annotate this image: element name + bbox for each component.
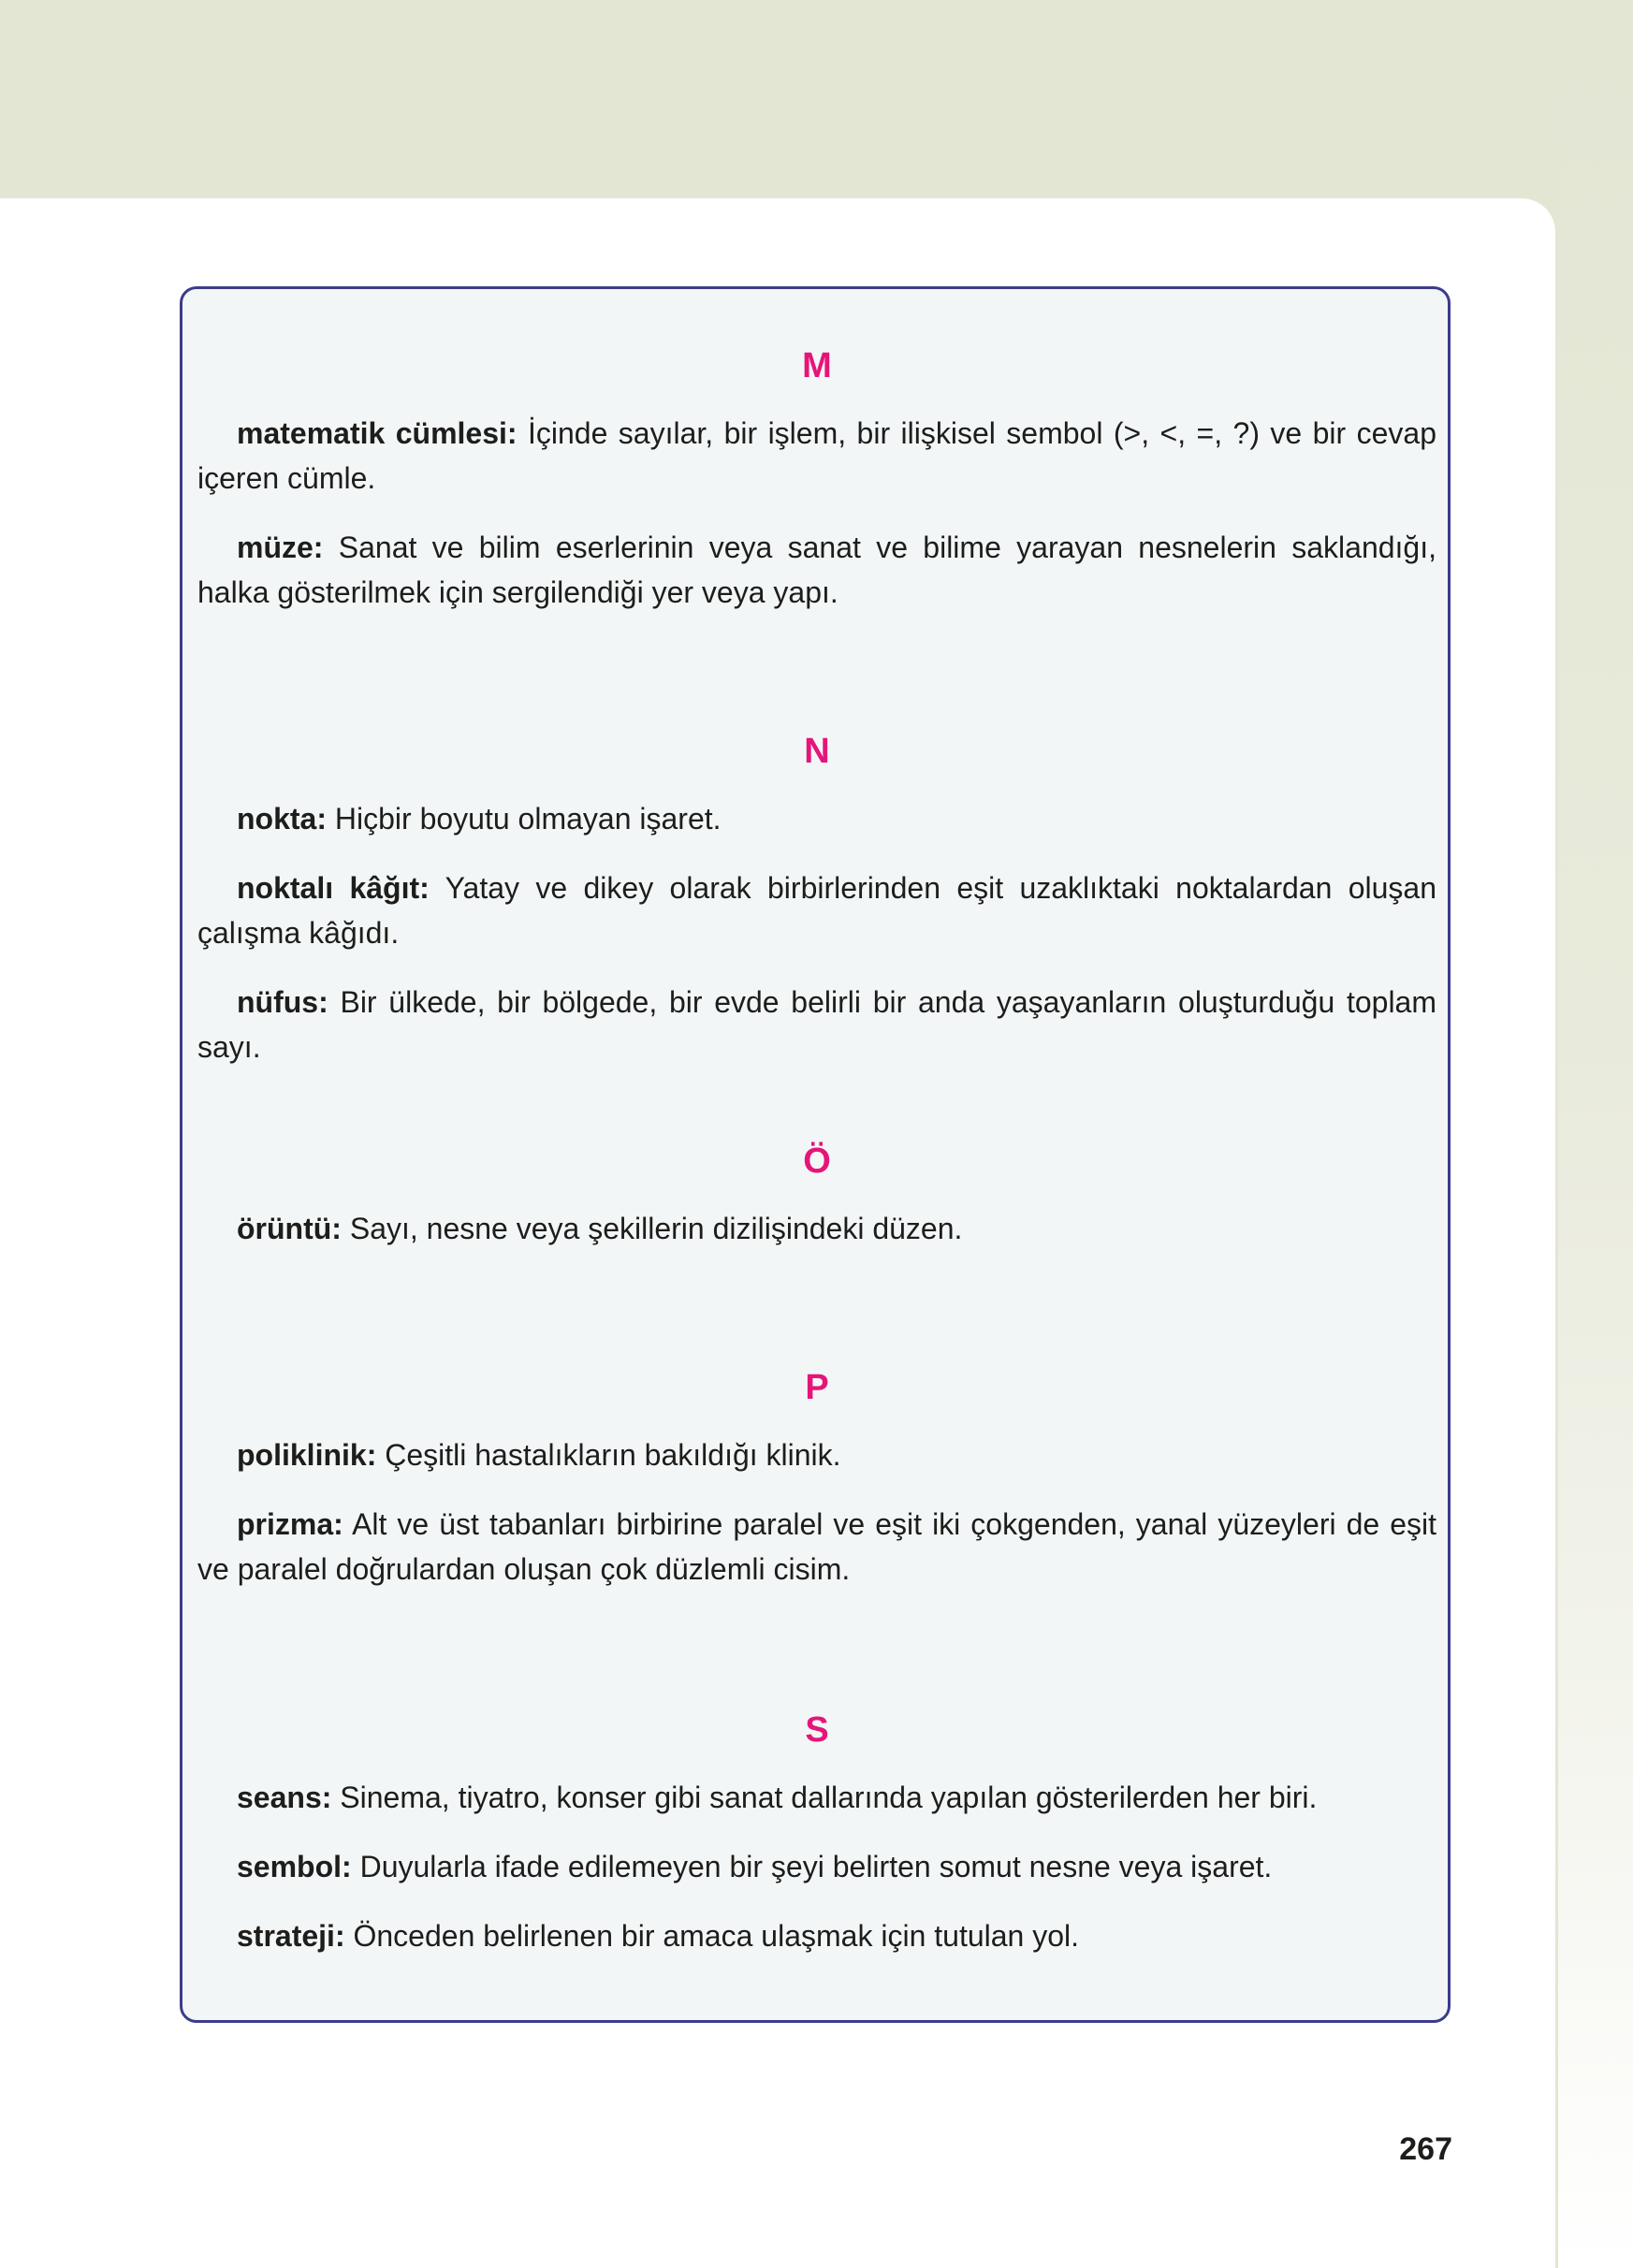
right-background-band	[1558, 0, 1633, 2268]
glossary-section-m	[197, 345, 1436, 639]
section-letter: N	[804, 732, 830, 771]
entry-term: matematik cümlesi:	[237, 416, 518, 450]
entry-definition: Önceden belirlenen bir amaca ulaşmak için tutulan yol.	[353, 1919, 1080, 1953]
glossary-section-n	[197, 731, 1436, 1094]
entry-definition: Duyularla ifade edilemeyen bir şeyi belirten somut nesne veya işaret.	[359, 1850, 1273, 1883]
entry-definition: Hiçbir boyutu olmayan işaret.	[334, 802, 722, 836]
entry-definition: Sanat ve bilim eserlerinin veya sanat ve bilime yarayan nesnelerin saklandığı, halka gösterilmek için sergilendiği yer veya yapı.	[197, 531, 1437, 609]
glossary-entry	[197, 1775, 1436, 1820]
section-letter: S	[805, 1710, 829, 1750]
page-number: 267	[1399, 2131, 1452, 2167]
glossary-entry	[197, 525, 1436, 615]
entry-term: nüfus:	[237, 985, 328, 1019]
glossary-entry	[197, 1432, 1436, 1477]
glossary-entry	[197, 1913, 1436, 1958]
glossary-entry	[197, 1844, 1436, 1889]
entry-definition: İçinde sayılar, bir işlem, bir ilişkisel sembol (>, <, =, ?) ve bir cevap içeren cümle.	[197, 416, 1436, 495]
glossary-entry	[197, 865, 1436, 955]
entry-definition: Bir ülkede, bir bölgede, bir evde belirli bir anda yaşayanların oluşturduğu toplam sayı.	[197, 985, 1437, 1064]
glossary-entry	[197, 796, 1436, 841]
section-letter: P	[805, 1368, 829, 1407]
entry-term: seans:	[237, 1781, 332, 1814]
section-letter: M	[802, 346, 832, 385]
glossary-entry	[197, 1502, 1436, 1592]
glossary-entry	[197, 980, 1436, 1069]
glossary-section-o-umlaut	[197, 1141, 1436, 1275]
entry-definition: Çeşitli hastalıkların bakıldığı klinik.	[385, 1438, 841, 1472]
glossary-section-p	[197, 1367, 1436, 1616]
glossary-section-s	[197, 1709, 1436, 1983]
entry-term: müze:	[237, 531, 324, 564]
entry-term: prizma:	[237, 1507, 343, 1541]
entry-term: noktalı kâğıt:	[237, 871, 430, 905]
entry-term: sembol:	[237, 1850, 352, 1883]
entry-term: strateji:	[237, 1919, 345, 1953]
entry-term: poliklinik:	[237, 1438, 377, 1472]
entry-definition: Sayı, nesne veya şekillerin dizilişindeki düzen.	[349, 1212, 963, 1245]
entry-term: örüntü:	[237, 1212, 342, 1245]
entry-definition: Sinema, tiyatro, konser gibi sanat dallarında yapılan gösterilerden her biri.	[340, 1781, 1318, 1814]
entry-definition: Alt ve üst tabanları birbirine paralel ve eşit iki çokgenden, yanal yüzeyleri de eşit ve paralel doğrulardan oluşan çok düzlemli cisim.	[197, 1507, 1437, 1586]
glossary-box	[180, 286, 1451, 2023]
entry-term: nokta:	[237, 802, 327, 836]
entry-definition: Yatay ve dikey olarak birbirlerinden eşit uzaklıktaki noktalardan oluşan çalışma kâğıdı.	[197, 871, 1437, 950]
glossary-entry	[197, 411, 1436, 501]
section-letter: Ö	[803, 1141, 831, 1181]
top-background-band	[0, 0, 1633, 198]
glossary-entry	[197, 1206, 1436, 1251]
